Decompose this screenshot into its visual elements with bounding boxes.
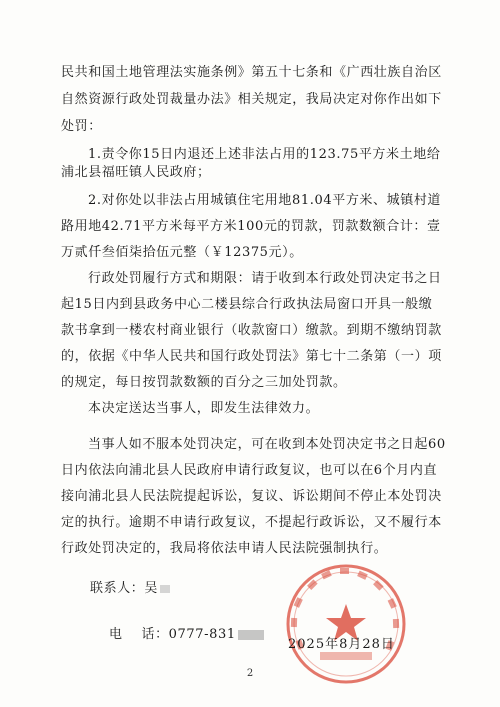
phone-number: 0777-831 — [168, 627, 236, 642]
contact-person — [90, 580, 170, 598]
body-line: 本决定送达当事人，即发生法律效力。 — [88, 401, 320, 416]
body-line: 行政处罚履行方式和期限：请于收到本行政处罚决定书之日 — [88, 271, 442, 286]
phone-label: 电 话： — [108, 627, 169, 642]
contact-label: 联系人： — [90, 581, 145, 596]
redacted-mark — [160, 585, 170, 593]
body-line: 起15日内到县政务中心二楼县综合行政执法局窗口开具一般缴 — [61, 297, 433, 312]
body-line: 当事人如不服本处罚决定，可在收到本处罚决定书之日起60 — [88, 437, 446, 452]
body-line: 自然资源行政处罚裁量办法》相关规定，我局决定对你作出如下 — [61, 92, 442, 107]
body-line: 款书拿到一楼农村商业银行（收款窗口）缴款。到期不缴纳罚款 — [61, 323, 442, 338]
body-line: 行政处罚决定的，我局将依法申请人民法院强制执行。 — [61, 541, 388, 556]
body-line: 万贰仟叁佰柒拾伍元整（￥12375元）。 — [61, 245, 303, 260]
body-line: 的，依据《中华人民共和国行政处罚法》第七十二条第（一）项 — [61, 349, 442, 364]
body-line: 民共和国土地管理法实施条例》第五十七条和《广西壮族自治区 — [61, 65, 442, 80]
body-line: 1.责令你15日内退还上述非法占用的123.75平方米土地给 — [88, 147, 441, 162]
redacted-mark — [238, 630, 264, 640]
page-number: 2 — [246, 668, 254, 679]
body-line: 2.对你处以非法占用城镇住宅用地81.04平方米、城镇村道 — [88, 193, 442, 208]
body-line: 接向浦北县人民法院提起诉讼，复议、诉讼期间不停止本处罚决 — [61, 489, 442, 504]
body-line: 处罚： — [61, 119, 102, 134]
body-line: 定的执行。逾期不申请行政复议，不提起行政诉讼，又不履行本 — [61, 515, 442, 530]
body-line: 浦北县福旺镇人民政府； — [61, 165, 211, 180]
body-line: 日内依法向浦北县人民政府申请行政复议，也可以在6个月内直 — [61, 463, 438, 478]
body-line: 的规定，每日按罚款数额的百分之三加处罚款。 — [61, 375, 347, 390]
contact-phone — [90, 608, 264, 662]
contact-name: 吴 — [144, 581, 159, 596]
issue-date: 2025年8月28日 — [288, 637, 395, 652]
body-line: 路用地42.71平方米每平方米100元的罚款，罚款数额合计：壹 — [61, 219, 441, 234]
